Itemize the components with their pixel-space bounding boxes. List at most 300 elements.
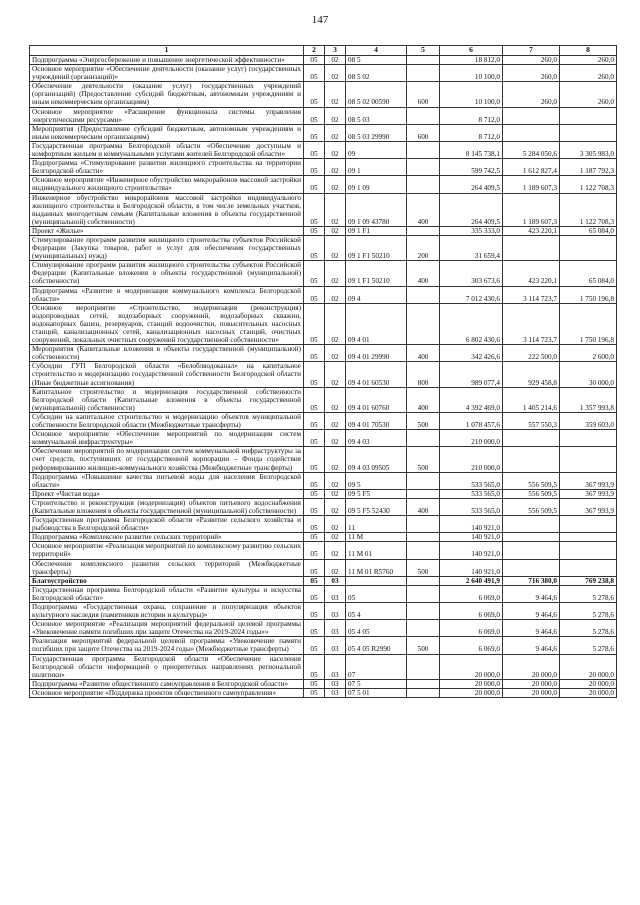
row-amount-col7: 556 509,5 (503, 472, 560, 489)
row-name: Инженерное обустройство микрорайонов массовой застройки индивидуального жилищного строительства в Белгородской области, в том числе земельных участков, выданных многодетным семьям (Капитальные вложения в объекты государственной (муниципальной) собственности) (30, 193, 304, 226)
row-amount-col7: 9 464,6 (503, 585, 560, 602)
row-section: 05 (304, 516, 325, 533)
row-subsection: 03 (325, 688, 346, 697)
row-amount-col8: 260,0 (560, 56, 617, 65)
row-name: Мероприятия (Капитальные вложения в объекты государственной (муниципальной) собственности) (30, 345, 304, 362)
row-subsection: 02 (325, 159, 346, 176)
row-section: 05 (304, 472, 325, 489)
row-name: Основное мероприятие «Инженерное обустройство микрорайонов массовой застройки индивидуального жилищного строительства» (30, 176, 304, 193)
row-target-article: 09 4 01 29990 (346, 345, 407, 362)
row-amount-col7: 5 284 050,6 (503, 141, 560, 158)
row-subsection: 02 (325, 345, 346, 362)
row-expense-type (407, 286, 440, 303)
row-name: Обеспечение комплексного развития сельских территорий (Межбюджетные трансферты) (30, 559, 304, 576)
row-subsection: 02 (325, 362, 346, 387)
row-amount-col8: 65 084,0 (560, 261, 617, 286)
row-target-article: 09 1 F1 50210 (346, 261, 407, 286)
row-section: 05 (304, 559, 325, 576)
row-name: Стимулирование программ развития жилищного строительства субъектов Российской Федерации (Капитальные вложения в объекты государственной (муниципальной) собственности) (30, 261, 304, 286)
row-amount-col7: 556 509,5 (503, 489, 560, 498)
row-expense-type (407, 688, 440, 697)
row-amount-col7: 222 500,0 (503, 345, 560, 362)
row-amount-col7: 3 114 723,7 (503, 286, 560, 303)
row-subsection: 02 (325, 430, 346, 447)
row-amount-col8: 5 278,6 (560, 585, 617, 602)
row-amount-col7: 423 220,1 (503, 226, 560, 235)
row-amount-col7: 9 464,6 (503, 637, 560, 654)
table-row (30, 576, 617, 585)
table-row (30, 107, 617, 124)
row-amount-col8: 3 305 983,0 (560, 141, 617, 158)
row-amount-col8: 367 993,9 (560, 489, 617, 498)
row-expense-type: 200 (407, 235, 440, 260)
row-amount-col6: 8 712,0 (440, 107, 503, 124)
row-section: 05 (304, 193, 325, 226)
row-amount-col8 (560, 516, 617, 533)
row-amount-col8: 5 278,6 (560, 603, 617, 620)
column-header: 1 (30, 46, 304, 56)
row-subsection: 02 (325, 412, 346, 429)
table-row (30, 637, 617, 654)
row-amount-col8: 65 084,0 (560, 226, 617, 235)
table-row (30, 303, 617, 344)
row-expense-type: 500 (407, 637, 440, 654)
column-header: 7 (503, 46, 560, 56)
row-amount-col6: 140 921,0 (440, 559, 503, 576)
row-amount-col7: 1 405 214,6 (503, 387, 560, 412)
row-amount-col8: 367 993,9 (560, 472, 617, 489)
row-target-article: 09 4 03 (346, 430, 407, 447)
row-section: 05 (304, 533, 325, 542)
row-amount-col6: 342 426,6 (440, 345, 503, 362)
row-name: Проект «Чистая вода» (30, 489, 304, 498)
row-expense-type: 400 (407, 261, 440, 286)
row-target-article: 09 4 (346, 286, 407, 303)
row-amount-col7: 557 550,3 (503, 412, 560, 429)
row-section: 05 (304, 124, 325, 141)
row-amount-col6: 1 078 457,6 (440, 412, 503, 429)
row-target-article: 05 (346, 585, 407, 602)
row-amount-col8: 769 238,8 (560, 576, 617, 585)
table-row (30, 286, 617, 303)
row-expense-type: 600 (407, 124, 440, 141)
row-section: 05 (304, 303, 325, 344)
row-amount-col8: 30 000,0 (560, 362, 617, 387)
row-section: 05 (304, 286, 325, 303)
table-row (30, 235, 617, 260)
row-amount-col8: 5 278,6 (560, 637, 617, 654)
row-section: 05 (304, 489, 325, 498)
row-amount-col6: 8 712,0 (440, 124, 503, 141)
row-amount-col7: 260,0 (503, 82, 560, 107)
row-target-article: 09 4 01 60530 (346, 362, 407, 387)
table-row (30, 688, 617, 697)
row-subsection: 03 (325, 679, 346, 688)
table-row (30, 603, 617, 620)
row-amount-col8: 1 357 993,8 (560, 387, 617, 412)
row-subsection: 02 (325, 176, 346, 193)
row-subsection: 02 (325, 82, 346, 107)
row-amount-col7 (503, 107, 560, 124)
row-subsection: 03 (325, 576, 346, 585)
table-row (30, 56, 617, 65)
row-amount-col8 (560, 235, 617, 260)
row-target-article: 08 5 02 (346, 65, 407, 82)
row-section: 05 (304, 637, 325, 654)
row-expense-type: 400 (407, 193, 440, 226)
row-amount-col7 (503, 542, 560, 559)
row-section: 05 (304, 447, 325, 472)
row-amount-col6: 6 069,0 (440, 637, 503, 654)
row-target-article: 05 4 (346, 603, 407, 620)
row-expense-type (407, 489, 440, 498)
row-name: Подпрограмма «Развитие общественного самоуправления в Белгородской области» (30, 679, 304, 688)
row-section: 05 (304, 620, 325, 637)
table-row (30, 65, 617, 82)
row-amount-col6: 140 921,0 (440, 533, 503, 542)
page-number: 147 (311, 14, 329, 26)
row-expense-type (407, 603, 440, 620)
row-amount-col8: 20 000,0 (560, 654, 617, 679)
row-name: Подпрограмма «Государственная охрана, сохранение и популяризация объектов культурного наследия (памятников истории и культуры)» (30, 603, 304, 620)
row-amount-col8: 1 750 196,8 (560, 303, 617, 344)
row-expense-type: 500 (407, 447, 440, 472)
row-amount-col6: 6 069,0 (440, 585, 503, 602)
row-section: 05 (304, 235, 325, 260)
row-name: Реализация мероприятий федеральной целевой программы «Увековечение памяти погибших при защите Отечества на 2019-2024 годы» (Межбюджетные трансферты) (30, 637, 304, 654)
row-amount-col7: 556 509,5 (503, 498, 560, 515)
row-expense-type (407, 176, 440, 193)
row-name: Обеспечение мероприятий по модернизации систем коммунальной инфраструктуры за счет средств, поступивших от государственной корпорации – Фонда содействия реформированию жилищно-коммунального хозяйства (Межбюджетные трансферты) (30, 447, 304, 472)
row-amount-col7 (503, 533, 560, 542)
row-target-article: 09 4 01 (346, 303, 407, 344)
row-name: Подпрограмма «Стимулирование развития жилищного строительства на территории Белгородской области» (30, 159, 304, 176)
row-expense-type (407, 141, 440, 158)
row-amount-col6: 8 145 738,1 (440, 141, 503, 158)
row-amount-col6: 31 659,4 (440, 235, 503, 260)
row-amount-col6: 6 069,0 (440, 603, 503, 620)
row-expense-type: 500 (407, 559, 440, 576)
row-amount-col7: 716 380,0 (503, 576, 560, 585)
row-subsection: 03 (325, 585, 346, 602)
row-name: Основное мероприятие «Расширение функционала системы управления энергетическими ресурсами» (30, 107, 304, 124)
row-expense-type (407, 679, 440, 688)
table-row (30, 679, 617, 688)
row-amount-col6: 2 640 491,9 (440, 576, 503, 585)
row-amount-col6: 210 000,0 (440, 430, 503, 447)
table-row (30, 620, 617, 637)
row-amount-col6: 303 673,6 (440, 261, 503, 286)
row-target-article: 09 4 01 60760 (346, 387, 407, 412)
row-subsection: 02 (325, 286, 346, 303)
row-subsection: 02 (325, 447, 346, 472)
row-subsection: 03 (325, 637, 346, 654)
row-section: 05 (304, 56, 325, 65)
row-name: Подпрограмма «Энергосбережение и повышение энергетической эффективности» (30, 56, 304, 65)
row-target-article: 09 5 F5 (346, 489, 407, 498)
row-expense-type (407, 585, 440, 602)
row-subsection: 02 (325, 489, 346, 498)
column-header: 6 (440, 46, 503, 56)
table-row (30, 516, 617, 533)
row-section: 05 (304, 107, 325, 124)
row-section: 05 (304, 576, 325, 585)
row-target-article: 09 (346, 141, 407, 158)
row-amount-col7 (503, 447, 560, 472)
table-header-row (30, 46, 617, 56)
row-amount-col8: 260,0 (560, 82, 617, 107)
row-amount-col8 (560, 107, 617, 124)
row-section: 05 (304, 261, 325, 286)
row-name: Основное мероприятие «Обеспечение деятельности (оказание услуг) государственных учреждений (организаций)» (30, 65, 304, 82)
row-name: Подпрограмма «Комплексное развитие сельских территорий» (30, 533, 304, 542)
row-name: Государственная программа Белгородской области «Развитие культуры и искусства Белгородской области» (30, 585, 304, 602)
row-amount-col8 (560, 124, 617, 141)
table-row (30, 176, 617, 193)
row-target-article: 07 (346, 654, 407, 679)
row-target-article: 11 M (346, 533, 407, 542)
row-section: 05 (304, 585, 325, 602)
row-amount-col7: 929 458,8 (503, 362, 560, 387)
row-amount-col7 (503, 516, 560, 533)
table-row (30, 159, 617, 176)
row-section: 05 (304, 688, 325, 697)
row-section: 05 (304, 430, 325, 447)
table-row (30, 362, 617, 387)
row-amount-col6: 6 802 430,6 (440, 303, 503, 344)
row-expense-type (407, 533, 440, 542)
row-amount-col8: 1 187 792,3 (560, 159, 617, 176)
row-amount-col8: 1 750 196,8 (560, 286, 617, 303)
row-target-article: 09 1 F1 50210 (346, 235, 407, 260)
row-target-article: 11 M 01 (346, 542, 407, 559)
row-target-article: 08 5 03 (346, 107, 407, 124)
row-target-article: 08 5 02 00590 (346, 82, 407, 107)
row-expense-type (407, 620, 440, 637)
row-expense-type: 500 (407, 412, 440, 429)
row-amount-col8 (560, 559, 617, 576)
row-expense-type (407, 472, 440, 489)
row-amount-col7: 1 612 827,4 (503, 159, 560, 176)
row-target-article: 08 5 (346, 56, 407, 65)
row-section: 05 (304, 82, 325, 107)
table-row (30, 124, 617, 141)
row-name: Основное мероприятие «Реализация мероприятий по комплексному развитию сельских территорий» (30, 542, 304, 559)
table-row (30, 261, 617, 286)
row-amount-col7: 9 464,6 (503, 603, 560, 620)
row-amount-col6: 335 333,0 (440, 226, 503, 235)
row-subsection: 02 (325, 235, 346, 260)
row-name: Мероприятия (Предоставление субсидий бюджетным, автономным учреждениям и иным некоммерческим организациям) (30, 124, 304, 141)
table-row (30, 654, 617, 679)
row-amount-col8: 1 122 708,3 (560, 193, 617, 226)
table-row (30, 533, 617, 542)
row-expense-type (407, 226, 440, 235)
row-subsection: 02 (325, 303, 346, 344)
table-row (30, 141, 617, 158)
row-amount-col8: 1 122 708,3 (560, 176, 617, 193)
row-name: Основное мероприятие «Поддержка проектов общественного самоуправления» (30, 688, 304, 697)
table-row (30, 472, 617, 489)
table-row (30, 412, 617, 429)
row-amount-col6: 989 077,4 (440, 362, 503, 387)
row-subsection: 02 (325, 65, 346, 82)
row-expense-type (407, 516, 440, 533)
row-target-article: 07 5 (346, 679, 407, 688)
row-subsection: 02 (325, 516, 346, 533)
row-subsection: 02 (325, 559, 346, 576)
column-header: 5 (407, 46, 440, 56)
column-header: 8 (560, 46, 617, 56)
table-row (30, 559, 617, 576)
row-section: 05 (304, 387, 325, 412)
row-amount-col6: 7 012 430,6 (440, 286, 503, 303)
row-name: Субсидии на капитальное строительство и модернизацию объектов муниципальной собственности Белгородской области (Межбюджетные трансферты) (30, 412, 304, 429)
row-subsection: 02 (325, 193, 346, 226)
row-target-article: 09 1 F1 (346, 226, 407, 235)
row-amount-col8: 5 278,6 (560, 620, 617, 637)
row-amount-col6: 140 921,0 (440, 542, 503, 559)
row-amount-col8 (560, 430, 617, 447)
row-expense-type (407, 303, 440, 344)
row-target-article: 09 4 03 09505 (346, 447, 407, 472)
row-name: Государственная программа Белгородской области «Обеспечение населения Белгородской области информацией о приоритетных направлениях региональной политики» (30, 654, 304, 679)
row-subsection: 02 (325, 533, 346, 542)
row-amount-col7 (503, 124, 560, 141)
row-target-article: 09 5 (346, 472, 407, 489)
row-expense-type (407, 654, 440, 679)
row-amount-col7 (503, 559, 560, 576)
row-section: 05 (304, 141, 325, 158)
table-row (30, 585, 617, 602)
row-amount-col8 (560, 542, 617, 559)
row-amount-col6: 210 000,0 (440, 447, 503, 472)
row-section: 05 (304, 226, 325, 235)
row-section: 05 (304, 159, 325, 176)
budget-table (29, 45, 617, 698)
column-header: 2 (304, 46, 325, 56)
row-subsection: 03 (325, 620, 346, 637)
row-subsection: 02 (325, 472, 346, 489)
row-amount-col8 (560, 533, 617, 542)
row-amount-col6: 18 812,0 (440, 56, 503, 65)
row-amount-col8 (560, 447, 617, 472)
row-target-article: 07 5 01 (346, 688, 407, 697)
row-name: Строительство и реконструкция (модернизация) объектов питьевого водоснабжения (Капитальные вложения в объекты государственной (муниципальной) собственности) (30, 498, 304, 515)
row-target-article: 09 4 01 70530 (346, 412, 407, 429)
row-amount-col7: 1 189 607,3 (503, 176, 560, 193)
row-subsection: 02 (325, 56, 346, 65)
row-expense-type: 400 (407, 345, 440, 362)
row-target-article: 08 5 03 29990 (346, 124, 407, 141)
row-amount-col6: 599 742,5 (440, 159, 503, 176)
row-amount-col6: 533 565,0 (440, 472, 503, 489)
row-section: 05 (304, 654, 325, 679)
row-amount-col7: 3 114 723,7 (503, 303, 560, 344)
row-section: 05 (304, 679, 325, 688)
table-row (30, 345, 617, 362)
table-row (30, 193, 617, 226)
row-amount-col8: 20 000,0 (560, 679, 617, 688)
table-row (30, 542, 617, 559)
row-amount-col6: 6 069,0 (440, 620, 503, 637)
row-name: Благоустройство (30, 576, 304, 585)
row-amount-col8: 260,0 (560, 65, 617, 82)
row-amount-col6: 264 409,5 (440, 193, 503, 226)
row-amount-col7 (503, 430, 560, 447)
row-section: 05 (304, 176, 325, 193)
table-row (30, 387, 617, 412)
row-amount-col7: 9 464,6 (503, 620, 560, 637)
row-target-article: 09 5 F5 52430 (346, 498, 407, 515)
row-expense-type (407, 576, 440, 585)
row-amount-col7: 260,0 (503, 56, 560, 65)
row-name: Основное мероприятие «Обеспечение мероприятий по модернизации систем коммунальной инфраструктуры» (30, 430, 304, 447)
row-name: Государственная программа Белгородской области «Обеспечение доступным и комфортным жильем и коммунальными услугами жителей Белгородской области» (30, 141, 304, 158)
table-row (30, 82, 617, 107)
row-amount-col6: 20 000,0 (440, 654, 503, 679)
row-section: 05 (304, 362, 325, 387)
row-subsection: 02 (325, 107, 346, 124)
row-subsection: 02 (325, 542, 346, 559)
row-name: Государственная программа Белгородской области «Развитие сельского хозяйства и рыбоводства в Белгородской области» (30, 516, 304, 533)
row-target-article: 05 4 05 (346, 620, 407, 637)
table-row (30, 489, 617, 498)
row-expense-type: 400 (407, 498, 440, 515)
row-amount-col8: 367 993,9 (560, 498, 617, 515)
row-amount-col6: 10 100,0 (440, 82, 503, 107)
row-amount-col8: 20 000,0 (560, 688, 617, 697)
row-amount-col6: 140 921,0 (440, 516, 503, 533)
row-subsection: 03 (325, 654, 346, 679)
row-subsection: 03 (325, 603, 346, 620)
row-name: Основное мероприятие «Строительство, модернизация (реконструкция) водопроводных сетей, водозаборных сооружений, водозаборных скважин, водонапорных башен, резервуаров, станций водоочистки, повысительных насосных станций, канализационных сетей, канализационных насосных станций, очистных сооружений, локальных очистных сооружений государственной собственности» (30, 303, 304, 344)
row-expense-type: 400 (407, 387, 440, 412)
row-subsection: 02 (325, 226, 346, 235)
row-expense-type: 600 (407, 82, 440, 107)
row-expense-type (407, 56, 440, 65)
row-section: 05 (304, 412, 325, 429)
row-section: 05 (304, 345, 325, 362)
row-amount-col6: 4 392 469,0 (440, 387, 503, 412)
table-row (30, 498, 617, 515)
row-section: 05 (304, 603, 325, 620)
row-amount-col7: 20 000,0 (503, 654, 560, 679)
row-subsection: 02 (325, 124, 346, 141)
row-amount-col8: 359 603,0 (560, 412, 617, 429)
row-target-article: 09 1 09 (346, 176, 407, 193)
row-amount-col7: 20 000,0 (503, 679, 560, 688)
row-expense-type: 800 (407, 362, 440, 387)
row-section: 05 (304, 542, 325, 559)
table-row (30, 430, 617, 447)
column-header: 4 (346, 46, 407, 56)
row-target-article: 09 1 09 43780 (346, 193, 407, 226)
row-target-article: 09 1 (346, 159, 407, 176)
row-amount-col8: 2 600,0 (560, 345, 617, 362)
row-name: Подпрограмма «Повышение качества питьевой воды для населения Белгородской области» (30, 472, 304, 489)
row-expense-type (407, 107, 440, 124)
row-amount-col7: 1 189 607,3 (503, 193, 560, 226)
row-amount-col7: 423 220,1 (503, 261, 560, 286)
row-name: Проект «Жилье» (30, 226, 304, 235)
row-section: 05 (304, 65, 325, 82)
row-section: 05 (304, 498, 325, 515)
row-amount-col6: 20 000,0 (440, 679, 503, 688)
row-amount-col6: 533 565,0 (440, 489, 503, 498)
row-expense-type (407, 159, 440, 176)
row-name: Обеспечение деятельности (оказание услуг) государственных учреждений (организаций) (Предоставление субсидий бюджетным, автономным учреждениям и иным некоммерческим организациям) (30, 82, 304, 107)
